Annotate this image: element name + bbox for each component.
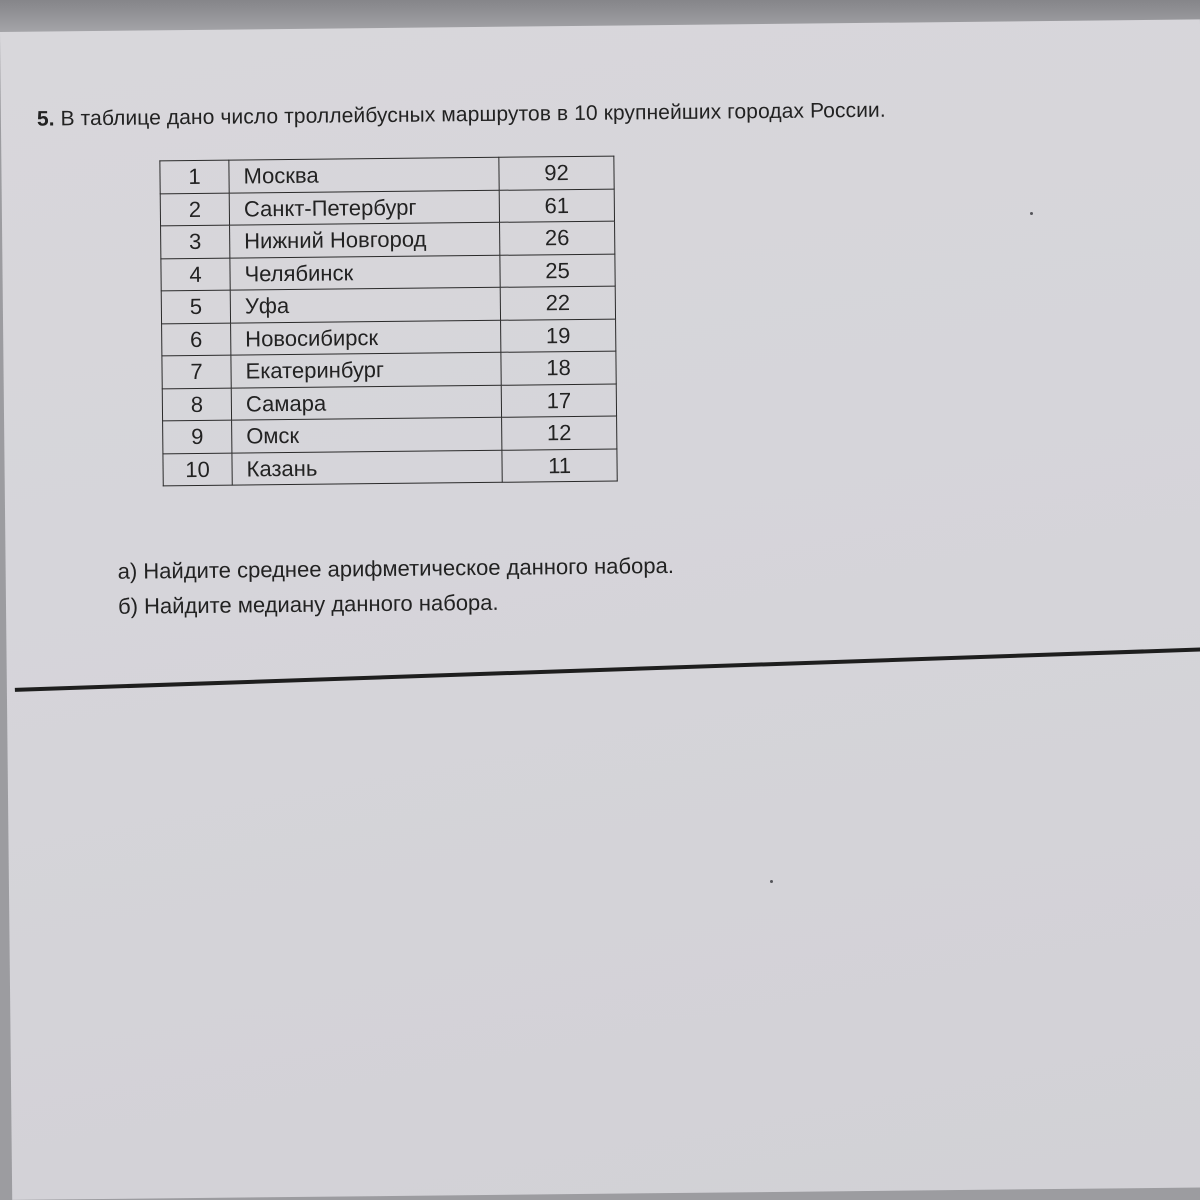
row-value: 25 <box>500 254 615 288</box>
row-index: 10 <box>163 453 232 486</box>
worksheet-page <box>0 19 1200 1200</box>
row-city: Омск <box>232 417 502 452</box>
table-row <box>161 286 615 323</box>
paper-speck <box>770 880 773 883</box>
row-index: 8 <box>162 388 231 421</box>
row-index: 9 <box>163 420 232 453</box>
row-value: 12 <box>502 416 617 450</box>
row-city: Казань <box>232 450 502 485</box>
row-city: Новосибирск <box>231 320 501 355</box>
row-index: 1 <box>160 160 229 193</box>
trolleybus-routes-table <box>159 156 617 487</box>
row-value: 18 <box>501 351 616 385</box>
row-value: 11 <box>502 449 617 483</box>
table-row <box>160 156 614 193</box>
question-b: б) Найдите медиану данного набора. <box>117 589 499 619</box>
row-city: Челябинск <box>230 255 500 290</box>
row-index: 5 <box>161 290 230 323</box>
row-value: 92 <box>499 156 614 190</box>
row-index: 4 <box>161 258 230 291</box>
table-row <box>162 319 616 356</box>
table-row <box>163 449 617 486</box>
question-a: а) Найдите среднее арифметическое данного набора. <box>117 552 675 584</box>
task-number: 5. <box>36 107 55 131</box>
row-value: 22 <box>500 286 615 320</box>
row-city: Самара <box>231 385 501 420</box>
row-city: Санкт-Петербург <box>229 190 499 225</box>
table-row <box>163 416 617 453</box>
row-value: 17 <box>501 384 616 418</box>
paper-speck <box>1030 212 1033 215</box>
row-city: Нижний Новгород <box>230 222 500 257</box>
divider-line <box>15 647 1200 692</box>
row-city: Екатеринбург <box>231 352 501 387</box>
row-value: 61 <box>499 189 614 223</box>
task-heading <box>37 99 886 132</box>
table-row <box>161 254 615 291</box>
table-row <box>162 384 616 421</box>
table-row <box>160 189 614 226</box>
table-row <box>162 351 616 388</box>
row-value: 19 <box>501 319 616 353</box>
table-row <box>161 221 615 258</box>
row-index: 7 <box>162 355 231 388</box>
row-index: 2 <box>160 193 229 226</box>
row-index: 6 <box>162 323 231 356</box>
row-value: 26 <box>500 221 615 255</box>
row-city: Уфа <box>230 287 500 322</box>
row-index: 3 <box>161 225 230 258</box>
task-text: В таблице дано число троллейбусных маршрутов в 10 крупнейших городах России. <box>60 98 886 131</box>
row-city: Москва <box>229 157 499 192</box>
